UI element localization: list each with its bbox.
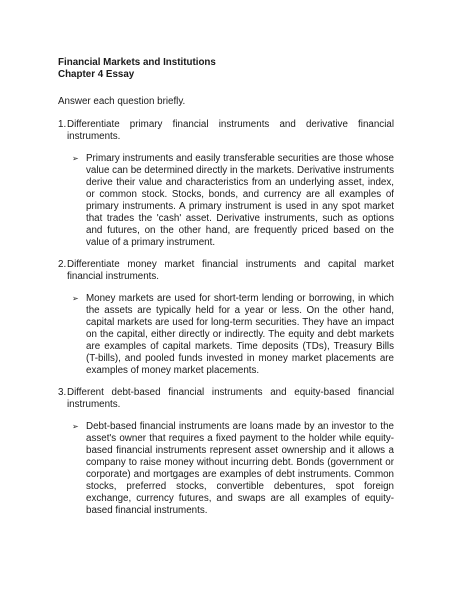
- answer-2: [58, 293, 394, 377]
- question-1: [58, 119, 394, 143]
- answer-text: Debt-based financial instruments are loans made by an investor to the asset's owner that requires a fixed payment to the holder while equity-based financial instruments represent asset ownership and it allows a company to raise money without incurring debt. Bonds (government or corporate) and mortgages are examples of debt instruments. Common stocks, preferred stocks, convertible debentures, spot foreign exchange, currency futures, and swaps are all examples of equity-based financial instruments.: [86, 421, 394, 516]
- question-2: [58, 259, 394, 283]
- arrow-bullet-icon: ➢: [72, 294, 79, 303]
- question-number: 1.: [58, 119, 67, 130]
- arrow-bullet-icon: ➢: [72, 154, 79, 163]
- instructions: Answer each question briefly.: [58, 96, 186, 107]
- question-number: 2.: [58, 259, 67, 270]
- question-text: Differentiate primary financial instruments and derivative financial instruments.: [67, 119, 394, 142]
- question-number: 3.: [58, 387, 67, 398]
- answer-text: Primary instruments and easily transferable securities are those whose value can be determined directly in the markets. Derivative instruments derive their value and characteristics from an underlying asset, index, or common stock. Stocks, bonds, and currency are all examples of primary instruments. A primary instrument is used in any spot market that trades the 'cash' asset. Derivative instruments, such as options and futures, on the other hand, are frequently priced based on the value of a primary instrument.: [86, 153, 394, 248]
- question-text: Differentiate money market financial instruments and capital market financial instruments.: [67, 259, 394, 282]
- question-3: [58, 387, 394, 411]
- document-subtitle: Chapter 4 Essay: [58, 69, 135, 80]
- answer-3: [58, 421, 394, 517]
- question-text: Different debt-based financial instruments and equity-based financial instruments.: [67, 387, 394, 410]
- document-title: Financial Markets and Institutions: [58, 57, 216, 68]
- arrow-bullet-icon: ➢: [72, 422, 79, 431]
- answer-1: [58, 153, 394, 249]
- answer-text: Money markets are used for short-term lending or borrowing, in which the assets are typically held for a year or less. On the other hand, capital markets are used for long-term securities. They have an impact on the capital, either directly or indirectly. The equity and debt markets are examples of capital markets. Time deposits (TDs), Treasury Bills (T-bills), and pooled funds invested in money market placements are examples of money market placements.: [86, 293, 394, 376]
